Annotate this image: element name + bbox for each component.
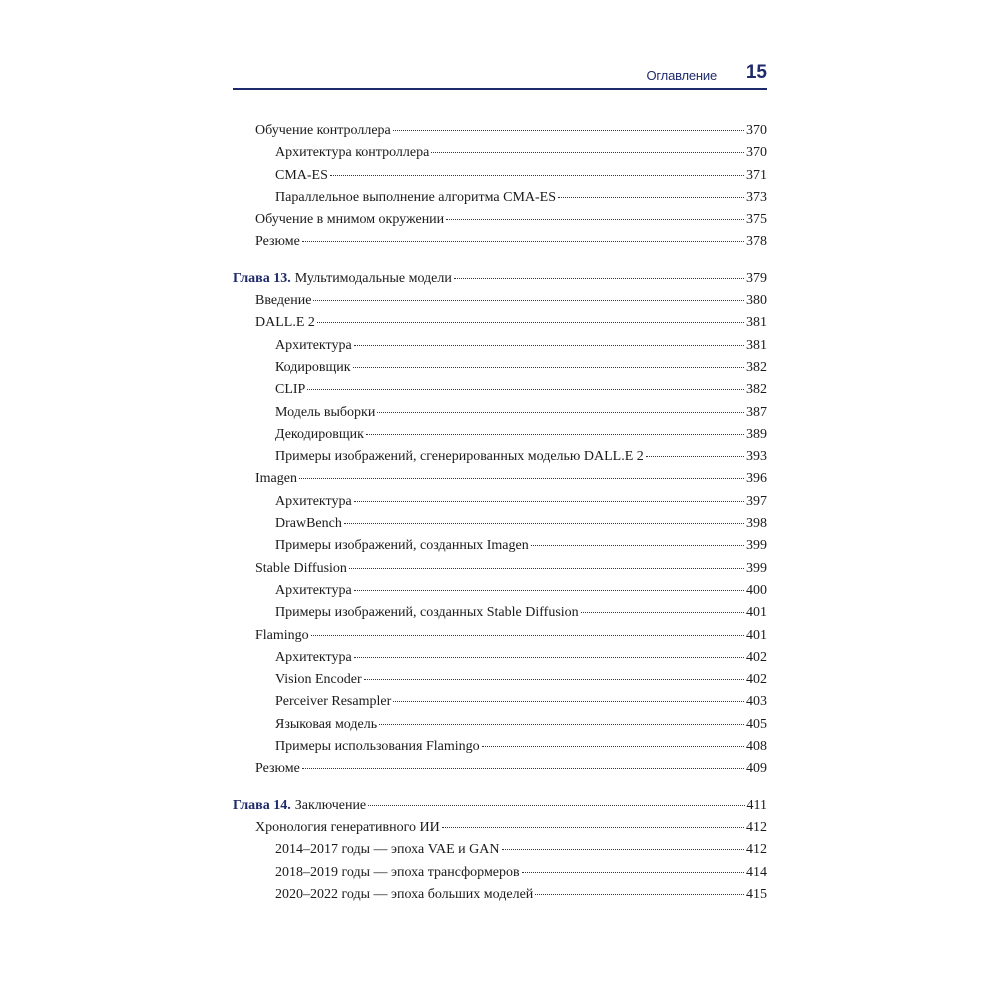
- entry-title: Архитектура: [275, 582, 352, 598]
- dot-leader: [354, 657, 744, 658]
- toc-entry[interactable]: [233, 647, 767, 669]
- toc-entry[interactable]: [233, 424, 767, 446]
- entry-title: 2020–2022 годы — эпоха больших моделей: [275, 886, 534, 902]
- entry-page-number: 412: [746, 819, 767, 835]
- entry-title: Примеры использования Flamingo: [275, 739, 480, 755]
- table-of-contents: [233, 120, 767, 906]
- entry-title: Модель выборки: [275, 404, 376, 420]
- entry-page-number: 370: [746, 123, 767, 138]
- toc-entry[interactable]: [233, 602, 767, 624]
- dot-leader: [581, 612, 744, 613]
- entry-title: 2014–2017 годы — эпоха VAE и GAN: [275, 842, 500, 858]
- entry-page-number: 411: [746, 797, 767, 813]
- dot-leader: [482, 746, 744, 747]
- toc-entry[interactable]: [233, 165, 767, 187]
- dot-leader: [349, 568, 744, 569]
- entry-title: Imagen: [255, 471, 297, 487]
- dot-leader: [354, 590, 744, 591]
- toc-entry[interactable]: [233, 402, 767, 424]
- header-title: Оглавление: [646, 68, 717, 83]
- toc-entry[interactable]: [233, 862, 767, 884]
- group-spacer: [233, 254, 767, 268]
- entry-page-number: 381: [746, 337, 767, 353]
- entry-title: Декодировщик: [275, 426, 364, 442]
- entry-title: Stable Diffusion: [255, 560, 347, 576]
- entry-page-number: 415: [746, 886, 767, 902]
- entry-page-number: 387: [746, 404, 767, 420]
- entry-title: Кодировщик: [275, 359, 351, 375]
- toc-entry[interactable]: [233, 691, 767, 713]
- entry-page-number: 402: [746, 672, 767, 688]
- toc-entry[interactable]: [233, 120, 767, 142]
- entry-page-number: 412: [746, 842, 767, 858]
- dot-leader: [393, 130, 744, 131]
- dot-leader: [354, 501, 744, 502]
- toc-entry[interactable]: [233, 714, 767, 736]
- entry-title: Примеры изображений, созданных Imagen: [275, 538, 529, 554]
- entry-title: Perceiver Resampler: [275, 694, 392, 710]
- entry-title: Языковая модель: [275, 716, 378, 732]
- dot-leader: [330, 175, 744, 176]
- header-page-number: 15: [745, 62, 767, 83]
- toc-entry[interactable]: [233, 580, 767, 602]
- toc-entry[interactable]: [233, 513, 767, 535]
- dot-leader: [302, 768, 744, 769]
- entry-title: Введение: [255, 293, 312, 309]
- entry-title: Архитектура: [275, 649, 352, 665]
- dot-leader: [354, 345, 744, 346]
- entry-title: Резюме: [255, 234, 300, 250]
- running-header: [233, 62, 767, 90]
- toc-entry[interactable]: [233, 290, 767, 312]
- toc-entry[interactable]: [233, 187, 767, 209]
- entry-page-number: 382: [746, 359, 767, 375]
- dot-leader: [313, 300, 744, 301]
- entry-page-number: 370: [746, 145, 767, 161]
- dot-leader: [307, 389, 744, 390]
- toc-entry[interactable]: [233, 491, 767, 513]
- entry-title: 2018–2019 годы — эпоха трансформеров: [275, 864, 520, 880]
- dot-leader: [368, 805, 744, 806]
- dot-leader: [302, 241, 744, 242]
- entry-page-number: 379: [746, 270, 767, 286]
- entry-title: DALL.E 2: [255, 315, 315, 331]
- entry-page-number: 402: [746, 649, 767, 665]
- toc-entry[interactable]: [233, 142, 767, 164]
- entry-page-number: 389: [746, 426, 767, 442]
- entry-page-number: 393: [746, 449, 767, 465]
- entry-title: Мультимодальные модели: [294, 270, 452, 286]
- dot-leader: [454, 278, 744, 279]
- entry-page-number: 380: [746, 293, 767, 309]
- dot-leader: [366, 434, 744, 435]
- entry-page-number: 405: [746, 716, 767, 732]
- entry-title: CLIP: [275, 382, 306, 398]
- entry-page-number: 371: [746, 167, 767, 183]
- toc-entry[interactable]: [233, 312, 767, 334]
- chapter-number: Глава 14.: [233, 797, 291, 813]
- dot-leader: [393, 701, 744, 702]
- toc-chapter-entry[interactable]: [233, 795, 767, 817]
- toc-entry[interactable]: [233, 535, 767, 557]
- entry-page-number: 400: [746, 582, 767, 598]
- entry-title: Заключение: [294, 797, 367, 813]
- entry-title: Vision Encoder: [275, 672, 362, 688]
- dot-leader: [317, 322, 744, 323]
- entry-page-number: 397: [746, 493, 767, 509]
- entry-title: CMA-ES: [275, 167, 328, 183]
- dot-leader: [531, 545, 744, 546]
- dot-leader: [558, 197, 744, 198]
- toc-chapter-entry[interactable]: [233, 268, 767, 290]
- entry-title: Flamingo: [255, 627, 309, 643]
- toc-entry[interactable]: [233, 817, 767, 839]
- toc-entry[interactable]: [233, 758, 767, 780]
- entry-page-number: 409: [746, 761, 767, 777]
- dot-leader: [442, 827, 744, 828]
- dot-leader: [299, 478, 744, 479]
- chapter-number: Глава 13.: [233, 270, 291, 286]
- entry-title: Примеры изображений, созданных Stable Diffusion: [275, 605, 579, 621]
- entry-title: Хронология генеративного ИИ: [255, 819, 440, 835]
- dot-leader: [646, 456, 744, 457]
- toc-entry[interactable]: [233, 884, 767, 906]
- toc-entry[interactable]: [233, 839, 767, 861]
- toc-entry[interactable]: [233, 736, 767, 758]
- toc-entry[interactable]: [233, 379, 767, 401]
- entry-page-number: 396: [746, 471, 767, 487]
- dot-leader: [377, 412, 744, 413]
- entry-page-number: 382: [746, 382, 767, 398]
- group-spacer: [233, 781, 767, 795]
- entry-page-number: 399: [746, 560, 767, 576]
- dot-leader: [353, 367, 744, 368]
- entry-title: Архитектура: [275, 493, 352, 509]
- dot-leader: [522, 872, 744, 873]
- entry-title: DrawBench: [275, 516, 342, 532]
- entry-page-number: 399: [746, 538, 767, 554]
- entry-page-number: 403: [746, 694, 767, 710]
- dot-leader: [446, 219, 744, 220]
- entry-page-number: 408: [746, 739, 767, 755]
- entry-page-number: 401: [746, 605, 767, 621]
- entry-page-number: 373: [746, 189, 767, 205]
- dot-leader: [344, 523, 744, 524]
- toc-entry[interactable]: [233, 446, 767, 468]
- toc-entry[interactable]: [233, 231, 767, 253]
- entry-page-number: 381: [746, 315, 767, 331]
- dot-leader: [379, 724, 744, 725]
- dot-leader: [364, 679, 744, 680]
- dot-leader: [502, 849, 745, 850]
- entry-title: Обучение в мнимом окружении: [255, 212, 445, 228]
- entry-title: Архитектура: [275, 337, 352, 353]
- entry-page-number: 414: [746, 864, 767, 880]
- entry-page-number: 398: [746, 516, 767, 532]
- toc-entry[interactable]: [233, 558, 767, 580]
- toc-entry[interactable]: [233, 625, 767, 647]
- entry-title: Параллельное выполнение алгоритма CMA-ES: [275, 189, 557, 205]
- dot-leader: [431, 152, 744, 153]
- entry-page-number: 375: [746, 212, 767, 228]
- entry-title: Резюме: [255, 761, 300, 777]
- dot-leader: [535, 894, 744, 895]
- entry-page-number: 401: [746, 627, 767, 643]
- toc-entry[interactable]: [233, 335, 767, 357]
- entry-title: Обучение контроллера: [255, 123, 391, 138]
- entry-title: Примеры изображений, сгенерированных моделью DALL.E 2: [275, 449, 644, 465]
- dot-leader: [311, 635, 744, 636]
- toc-entry[interactable]: [233, 209, 767, 231]
- entry-title: Архитектура контроллера: [275, 145, 430, 161]
- toc-entry[interactable]: [233, 669, 767, 691]
- toc-entry[interactable]: [233, 468, 767, 490]
- entry-page-number: 378: [746, 234, 767, 250]
- toc-entry[interactable]: [233, 357, 767, 379]
